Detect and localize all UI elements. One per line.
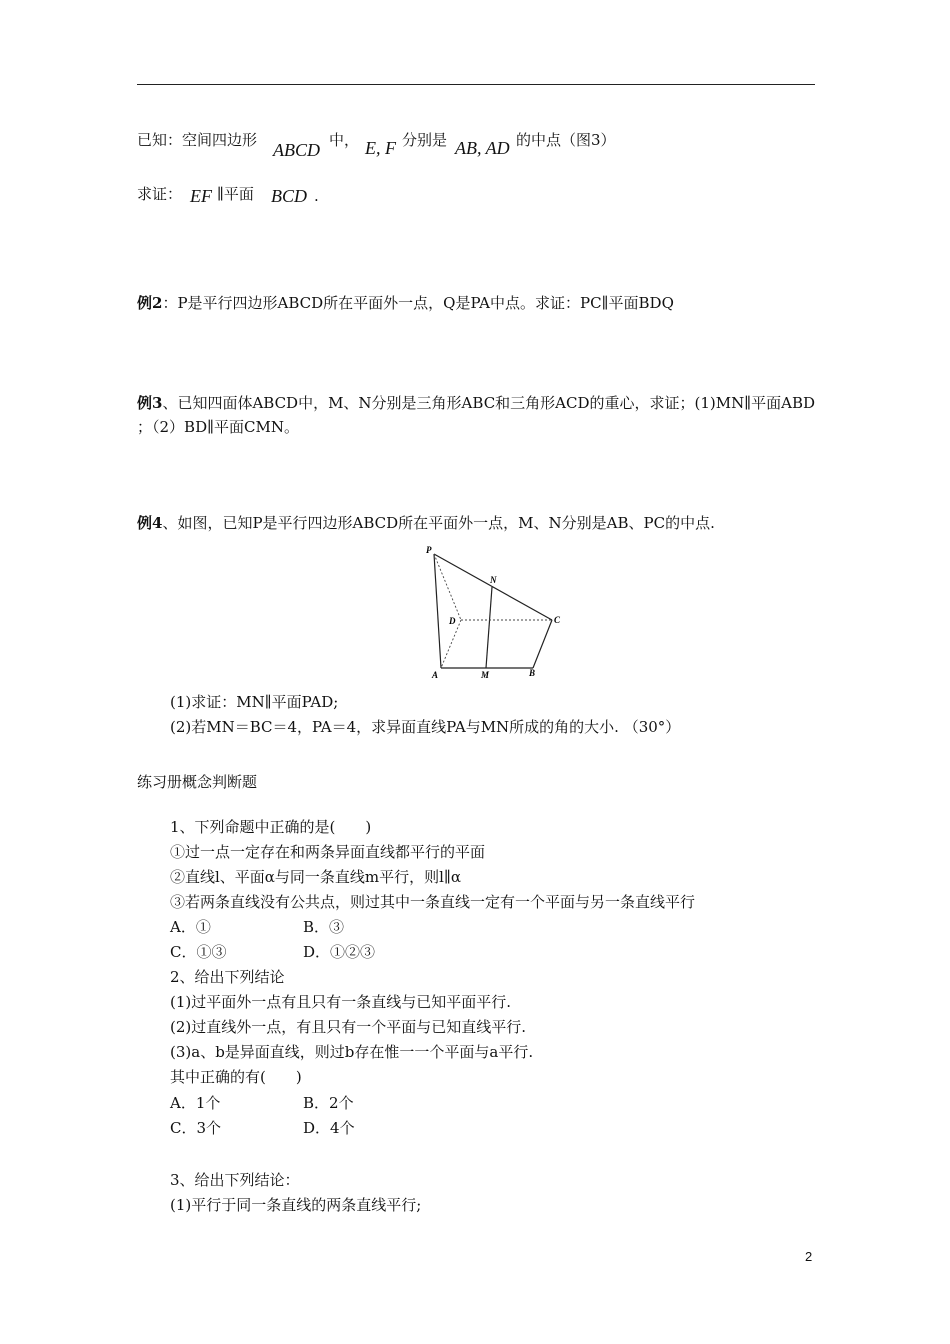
example-3-text-1: 、已知四面体ABCD中，M、N分别是三角形ABC和三角形ACD的重心，求证；(1)MN∥平面ABD	[162, 394, 816, 412]
q2-statement-2: (2)过直线外一点，有且只有一个平面与已知直线平行.	[170, 1018, 527, 1036]
label-M: M	[481, 670, 490, 680]
prove-ef: EF	[190, 186, 212, 206]
known-tail: 的中点（图3）	[516, 131, 616, 149]
example-4-label: 例4	[137, 514, 163, 532]
q2-option-a: A．1个	[170, 1094, 221, 1112]
q1-statement-2: ②直线l、平面α与同一条直线m平行，则l∥α	[170, 868, 462, 886]
known-fenbie: 分别是	[402, 131, 448, 149]
q2-stem: 2、给出下列结论	[170, 968, 285, 986]
q3-stem: 3、给出下列结论：	[170, 1171, 300, 1189]
edge-PA	[434, 554, 441, 668]
edge-PC	[434, 554, 552, 620]
q2-option-d: D．4个	[303, 1119, 355, 1137]
q3-statement-1: (1)平行于同一条直线的两条直线平行;	[170, 1196, 422, 1214]
section-title: 练习册概念判断题	[137, 773, 258, 791]
edge-BC	[533, 620, 552, 668]
label-D: D	[449, 616, 456, 626]
prove-dot: .	[314, 187, 319, 205]
page-number: 2	[805, 1249, 813, 1264]
known-ef: E, F	[365, 138, 396, 158]
example-3-label: 例3	[137, 394, 163, 412]
example-4-text: 、如图，已知P是平行四边形ABCD所在平面外一点，M、N分别是AB、PC的中点.	[162, 514, 715, 532]
label-P: P	[426, 545, 432, 555]
example-3-text-2: ；（2）BD∥平面CMN。	[137, 418, 299, 436]
header-rule	[137, 84, 815, 85]
q1-statement-3: ③若两条直线没有公共点，则过其中一条直线一定有一个平面与另一条直线平行	[170, 893, 696, 911]
example-4	[137, 513, 715, 533]
q2-statement-1: (1)过平面外一点有且只有一条直线与已知平面平行.	[170, 993, 512, 1011]
example-4-q2: (2)若MN＝BC＝4，PA＝4，求异面直线PA与MN所成的角的大小. （30°）	[170, 718, 681, 736]
prove-parallel: ∥平面	[217, 185, 254, 203]
q1-option-c: C．①③	[170, 943, 227, 961]
edge-DA	[441, 620, 461, 668]
q2-ask: 其中正确的有( )	[170, 1068, 302, 1086]
q2-option-c: C．3个	[170, 1119, 222, 1137]
example-2-text: ：P是平行四边形ABCD所在平面外一点，Q是PA中点。求证：PC∥平面BDQ	[162, 294, 674, 312]
known-zhong: 中，	[329, 131, 360, 149]
label-A: A	[432, 670, 439, 680]
q1-option-a: A．①	[170, 918, 211, 936]
segment-MN	[486, 587, 492, 668]
q2-option-b: B．2个	[303, 1094, 354, 1112]
label-B: B	[529, 668, 536, 678]
q1-statement-1: ①过一点一定存在和两条异面直线都平行的平面	[170, 843, 486, 861]
known-abad: AB, AD	[455, 138, 510, 158]
example-2	[137, 293, 674, 313]
example-4-q1: (1)求证：MN∥平面PAD;	[170, 693, 339, 711]
q1-option-d: D．①②③	[303, 943, 376, 961]
known-label: 已知：空间四边形	[137, 131, 258, 149]
label-C: C	[554, 615, 561, 625]
q2-statement-3: (3)a、b是异面直线，则过b存在惟一一个平面与a平行.	[170, 1043, 534, 1061]
prove-bcd: BCD	[271, 186, 307, 206]
label-N: N	[490, 575, 497, 585]
q1-stem: 1、下列命题中正确的是( )	[170, 818, 372, 836]
edge-PD	[434, 554, 461, 620]
pyramid-figure	[420, 542, 580, 682]
q1-option-b: B．③	[303, 918, 345, 936]
example-2-label: 例2	[137, 294, 163, 312]
example-3	[137, 393, 815, 413]
prove-label: 求证：	[137, 185, 183, 203]
known-quad: ABCD	[273, 140, 320, 160]
